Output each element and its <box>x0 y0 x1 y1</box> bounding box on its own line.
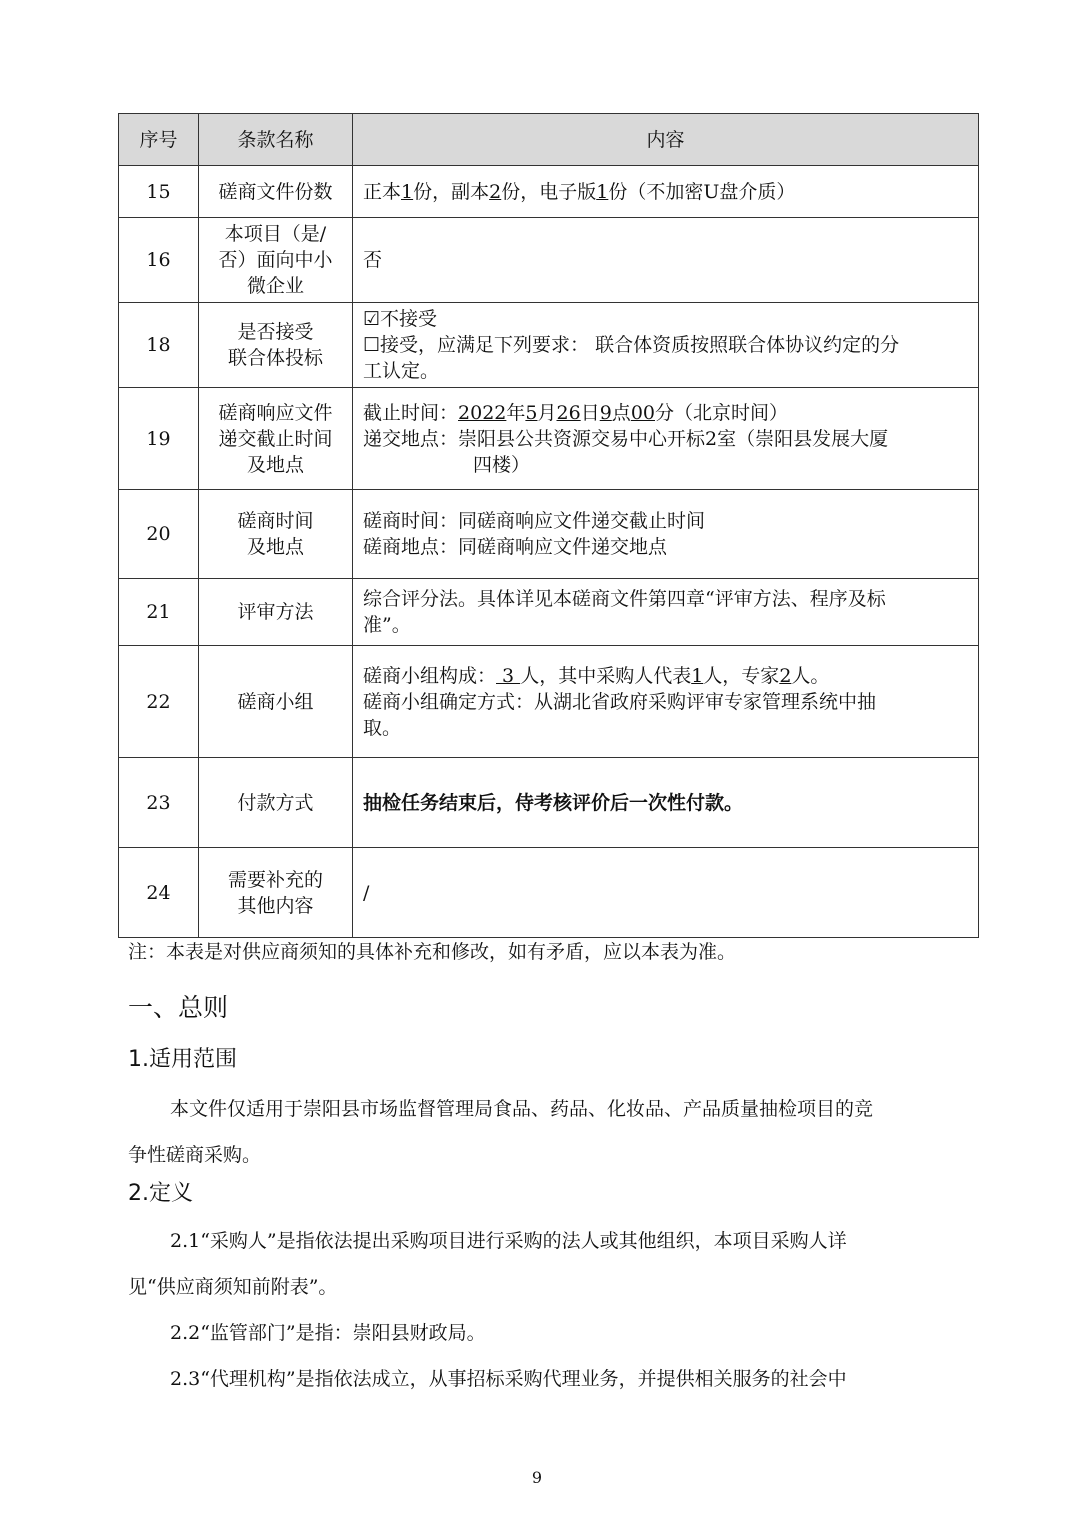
row-content: 抽检任务结束后，侍考核评价后一次性付款。 <box>353 758 979 848</box>
paragraph <box>128 1218 968 1402</box>
row-number: 19 <box>119 388 199 490</box>
text: 工认定。 <box>363 360 440 382</box>
paragraph-line: 本文件仅适用于崇阳县市场监督管理局食品、药品、化妆品、产品质量抽检项目的竞 <box>170 1098 874 1120</box>
row-content: 否 <box>353 218 979 303</box>
section-heading: 一、总则 <box>128 993 229 1022</box>
checked-option: ☑不接受 <box>363 308 438 330</box>
table-row <box>119 218 979 303</box>
text: 正本 <box>363 180 402 203</box>
row-clause-name <box>199 579 353 646</box>
panel-size: 3 <box>496 664 521 687</box>
table-row <box>119 490 979 579</box>
row-number: 16 <box>119 218 199 303</box>
page-number: 9 <box>531 1468 543 1487</box>
text: 综合评分法。具体详见本磋商文件第四章“评审方法、程序及标 <box>363 588 886 610</box>
table-row <box>119 166 979 218</box>
row-number: 18 <box>119 303 199 388</box>
clause-name-line: 其他内容 <box>237 894 314 917</box>
submission-place-cont: 四楼） <box>473 453 531 476</box>
original-copies: 1 <box>401 180 414 203</box>
text: 份（不加密U盘介质） <box>608 180 796 203</box>
clause-name-line: 及地点 <box>246 536 304 558</box>
clause-name-line: 是否接受 <box>237 321 314 343</box>
text: 磋商小组构成： <box>363 664 497 687</box>
clause-name-line: 及地点 <box>246 453 304 476</box>
row-content <box>353 579 979 646</box>
row-content <box>353 303 979 388</box>
table-row <box>119 848 979 938</box>
paragraph-line: 争性磋商采购。 <box>128 1144 262 1166</box>
row-clause-name <box>199 218 353 303</box>
text: 磋商地点：同磋商响应文件递交地点 <box>363 536 668 558</box>
clause-name-line: 磋商小组 <box>237 690 314 713</box>
table-row <box>119 646 979 758</box>
clause-name-line: 磋商响应文件 <box>218 401 333 424</box>
submission-place: 递交地点：崇阳县公共资源交易中心开标2室（崇阳县发展大厦 <box>363 427 889 450</box>
deadline-year: 2022 <box>458 401 507 424</box>
deadline-line <box>363 400 968 426</box>
text: 分（北京时间） <box>655 401 789 424</box>
text: 磋商时间：同磋商响应文件递交截止时间 <box>363 510 706 532</box>
clause-name-line: 递交截止时间 <box>218 427 333 450</box>
subsection-heading: 2.定义 <box>128 1181 193 1206</box>
row-content <box>353 646 979 758</box>
paragraph-line: 2.1“采购人”是指依法提出采购项目进行采购的法人或其他组织，本项目采购人详 <box>170 1230 847 1252</box>
deadline-month: 5 <box>525 401 538 424</box>
row-number: 21 <box>119 579 199 646</box>
purchaser-reps: 1 <box>691 664 704 687</box>
text: 点 <box>611 401 631 424</box>
clause-name-line: 微企业 <box>246 275 304 297</box>
paragraph-line: 2.2“监管部门”是指：崇阳县财政局。 <box>170 1322 486 1344</box>
paragraph-line: 见“供应商须知前附表”。 <box>128 1276 338 1298</box>
row-clause-name <box>199 646 353 758</box>
text: 年 <box>506 401 526 424</box>
text: 取。 <box>363 716 402 739</box>
row-number: 22 <box>119 646 199 758</box>
row-content <box>353 388 979 490</box>
duplicate-copies: 2 <box>489 180 502 203</box>
row-clause-name <box>199 388 353 490</box>
experts: 2 <box>779 664 792 687</box>
text: 磋商小组确定方式：从湖北省政府采购评审专家管理系统中抽 <box>363 690 877 713</box>
text: 月 <box>537 401 557 424</box>
clause-name-line: 联合体投标 <box>227 347 323 369</box>
text: 份，电子版 <box>501 180 597 203</box>
subsection-heading: 1.适用范围 <box>128 1047 237 1072</box>
deadline-day: 26 <box>556 401 581 424</box>
clause-name-line: 磋商时间 <box>237 510 314 532</box>
table-row <box>119 303 979 388</box>
clause-name-line: 付款方式 <box>237 791 314 814</box>
text: 份，副本 <box>413 180 490 203</box>
row-content <box>353 166 979 218</box>
unchecked-option: ☐接受，应满足下列要求： 联合体资质按照联合体协议约定的分 <box>363 334 900 356</box>
row-number: 23 <box>119 758 199 848</box>
paragraph <box>128 1086 968 1178</box>
requirements-table <box>118 113 979 938</box>
header-clause-name: 条款名称 <box>199 114 353 166</box>
text: 准”。 <box>363 614 411 636</box>
table-row <box>119 388 979 490</box>
text: 截止时间： <box>363 401 459 424</box>
table-header-row <box>119 114 979 166</box>
row-number: 24 <box>119 848 199 938</box>
text: 日 <box>580 401 600 424</box>
electronic-copies: 1 <box>596 180 609 203</box>
table-row <box>119 758 979 848</box>
row-number: 20 <box>119 490 199 579</box>
row-content: / <box>353 848 979 938</box>
row-clause-name <box>199 490 353 579</box>
text: 人，其中采购人代表 <box>520 664 692 687</box>
table-row <box>119 579 979 646</box>
deadline-minute: 00 <box>630 401 655 424</box>
clause-name-line: 本项目（是/ <box>224 223 327 245</box>
deadline-hour: 9 <box>599 401 612 424</box>
row-number: 15 <box>119 166 199 218</box>
table-note: 注：本表是对供应商须知的具体补充和修改，如有矛盾，应以本表为准。 <box>128 941 737 963</box>
header-content: 内容 <box>353 114 979 166</box>
row-clause-name <box>199 848 353 938</box>
row-clause-name <box>199 758 353 848</box>
paragraph-line: 2.3“代理机构”是指依法成立，从事招标采购代理业务，并提供相关服务的社会中 <box>170 1368 847 1390</box>
clause-name-line: 评审方法 <box>237 601 314 623</box>
clause-name-line: 否）面向中小 <box>218 249 333 271</box>
row-content <box>353 490 979 579</box>
row-clause-name <box>199 166 353 218</box>
clause-name-line: 磋商文件份数 <box>218 180 333 203</box>
text: 人，专家 <box>703 664 780 687</box>
header-number: 序号 <box>119 114 199 166</box>
panel-composition <box>363 663 968 689</box>
text: 人。 <box>791 664 830 687</box>
row-clause-name <box>199 303 353 388</box>
clause-name-line: 需要补充的 <box>227 868 323 891</box>
